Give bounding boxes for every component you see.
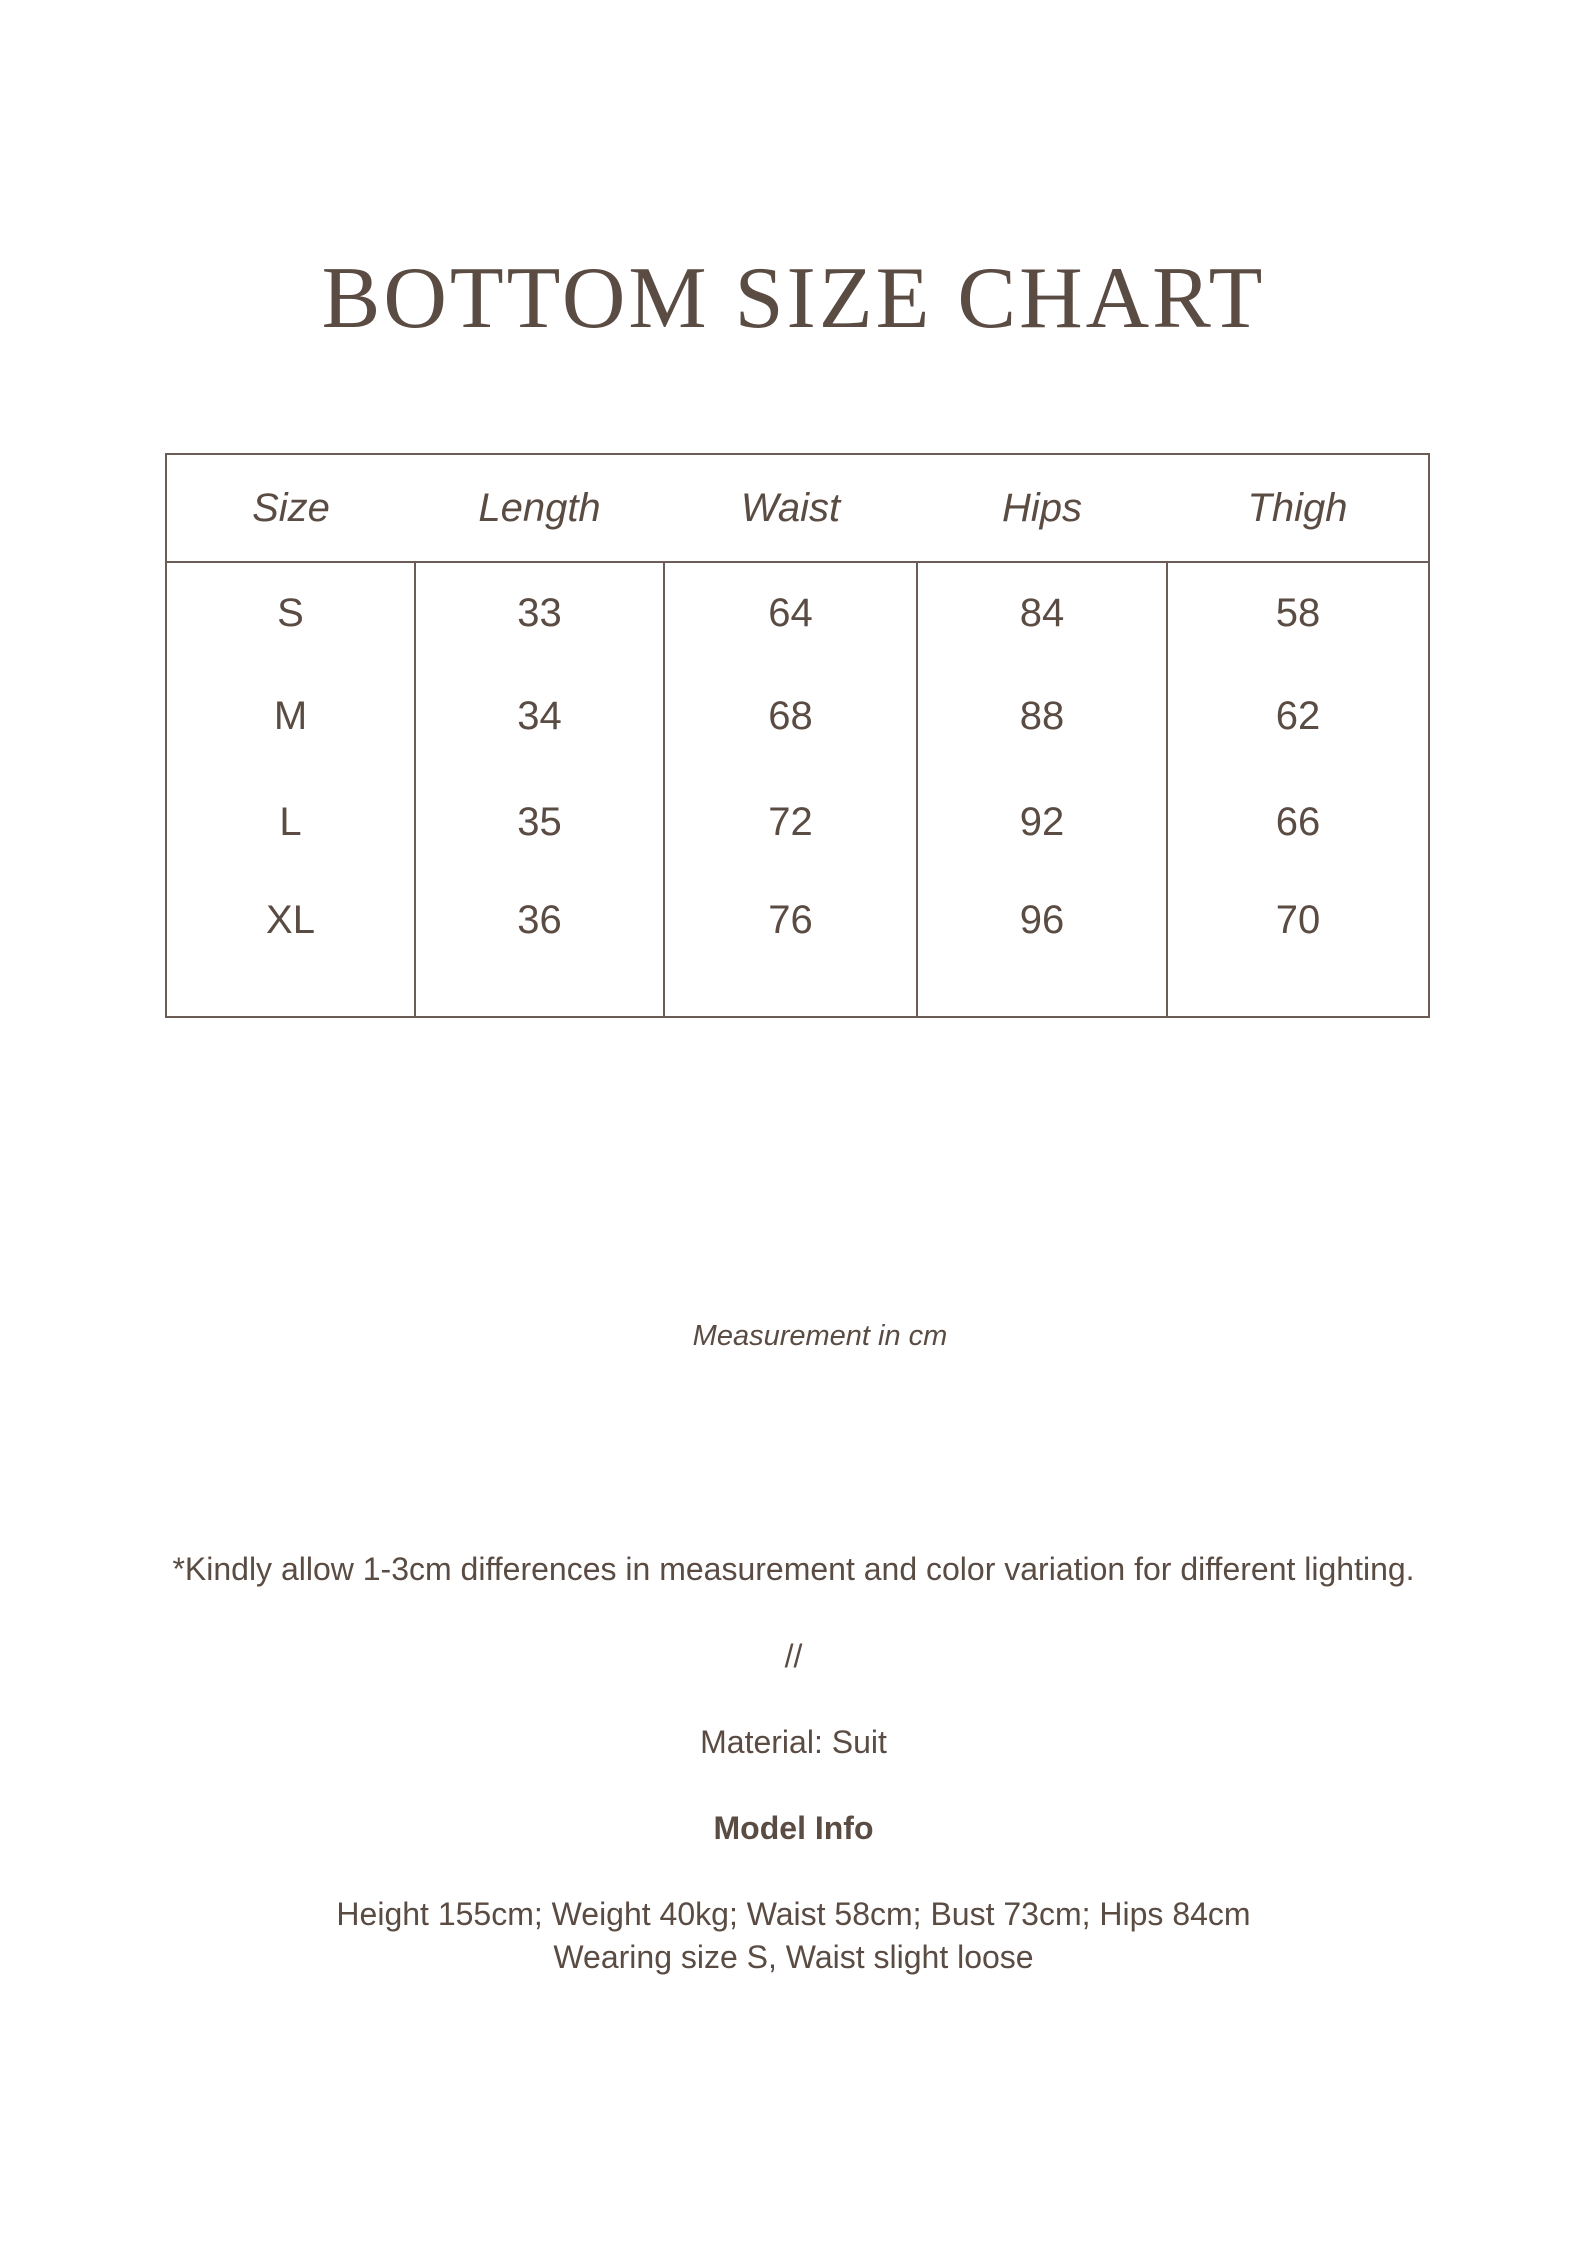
header-size: Size [166, 454, 415, 562]
cell-length: 35 [415, 769, 664, 875]
table-row [166, 875, 1429, 1017]
model-fit-note: Wearing size S, Waist slight loose [553, 1939, 1034, 1975]
material-info: Material: Suit [700, 1724, 887, 1760]
cell-hips: 84 [917, 562, 1167, 663]
cell-thigh: 62 [1167, 663, 1429, 769]
cell-size: S [277, 590, 304, 635]
cell-thigh: 58 [1167, 562, 1429, 663]
units-note: Measurement in cm [692, 1320, 948, 1352]
model-measurements: Height 155cm; Weight 40kg; Waist 58cm; Bust 73cm; Hips 84cm [336, 1896, 1251, 1932]
cell-thigh: 70 [1167, 875, 1429, 1017]
table-row [166, 562, 1429, 663]
cell-size: XL [266, 898, 315, 942]
cell-thigh: 66 [1167, 769, 1429, 875]
cell-hips: 88 [917, 663, 1167, 769]
table-row [166, 663, 1429, 769]
cell-waist: 68 [664, 663, 917, 769]
cell-size: M [273, 693, 308, 738]
size-chart-table [165, 453, 1430, 1018]
cell-waist: 64 [664, 562, 917, 663]
header-thigh: Thigh [1167, 454, 1429, 562]
header-length: Length [415, 454, 664, 562]
cell-hips: 92 [917, 769, 1167, 875]
header-hips: Hips [917, 454, 1167, 562]
cell-waist: 76 [664, 875, 917, 1017]
cell-length: 33 [415, 562, 664, 663]
page-title: BOTTOM SIZE CHART [321, 250, 1266, 347]
header-waist: Waist [664, 454, 917, 562]
table-header-row [166, 454, 1429, 562]
table-row [166, 769, 1429, 875]
section-divider: // [784, 1638, 803, 1674]
cell-length: 34 [415, 663, 664, 769]
cell-length: 36 [415, 875, 664, 1017]
disclaimer-text: *Kindly allow 1-3cm differences in measurement and color variation for different lighting. [172, 1551, 1415, 1587]
model-info-heading: Model Info [713, 1810, 874, 1846]
cell-waist: 72 [664, 769, 917, 875]
cell-size: L [279, 799, 302, 844]
cell-hips: 96 [917, 875, 1167, 1017]
